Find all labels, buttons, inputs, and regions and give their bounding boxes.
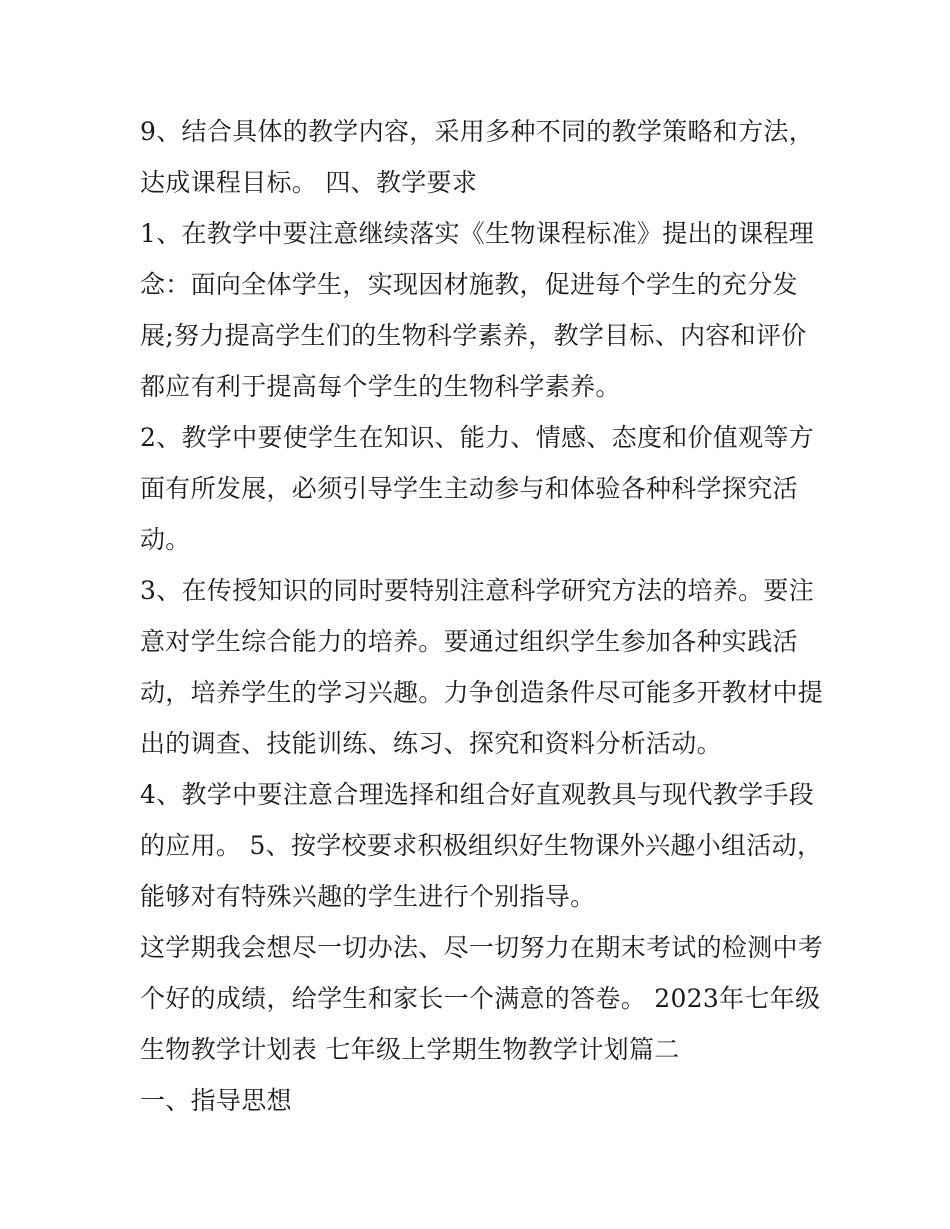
- paragraph-item-9-and-section-4-heading: 9、结合具体的教学内容，采用多种不同的教学策略和方法，达成课程目标。 四、教学要求: [140, 117, 815, 197]
- paragraph-requirement-4-5: 4、教学中要注意合理选择和组合好直观教具与现代教学手段的应用。 5、按学校要求积极组织好生物课外兴趣小组活动，能够对有特殊兴趣的学生进行个别指导。: [140, 780, 823, 911]
- paragraph-requirement-1: 1、在教学中要注意继续落实《生物课程标准》提出的课程理念：面向全体学生，实现因材施教，促进每个学生的充分发展;努力提高学生们的生物科学素养，教学目标、内容和评价都应有利于提高每个学生的生物科学素养。: [140, 219, 815, 401]
- section-heading-guiding-ideology: 一、指导思想: [140, 1086, 292, 1115]
- paragraph-closing-and-next-title: 这学期我会想尽一切办法、尽一切努力在期末考试的检测中考个好的成绩，给学生和家长一个满意的答卷。 2023年七年级生物教学计划表 七年级上学期生物教学计划篇二: [140, 933, 824, 1064]
- paragraph-requirement-2: 2、教学中要使学生在知识、能力、情感、态度和价值观等方面有所发展，必须引导学生主动参与和体验各种科学探究活动。: [140, 423, 815, 554]
- paragraph-requirement-3: 3、在传授知识的同时要特别注意科学研究方法的培养。要注意对学生综合能力的培养。要通过组织学生参加各种实践活动，培养学生的学习兴趣。力争创造条件尽可能多开教材中提出的调查、技能训练、练习、探究和资料分析活动。: [140, 576, 824, 758]
- document-body: [140, 106, 830, 1126]
